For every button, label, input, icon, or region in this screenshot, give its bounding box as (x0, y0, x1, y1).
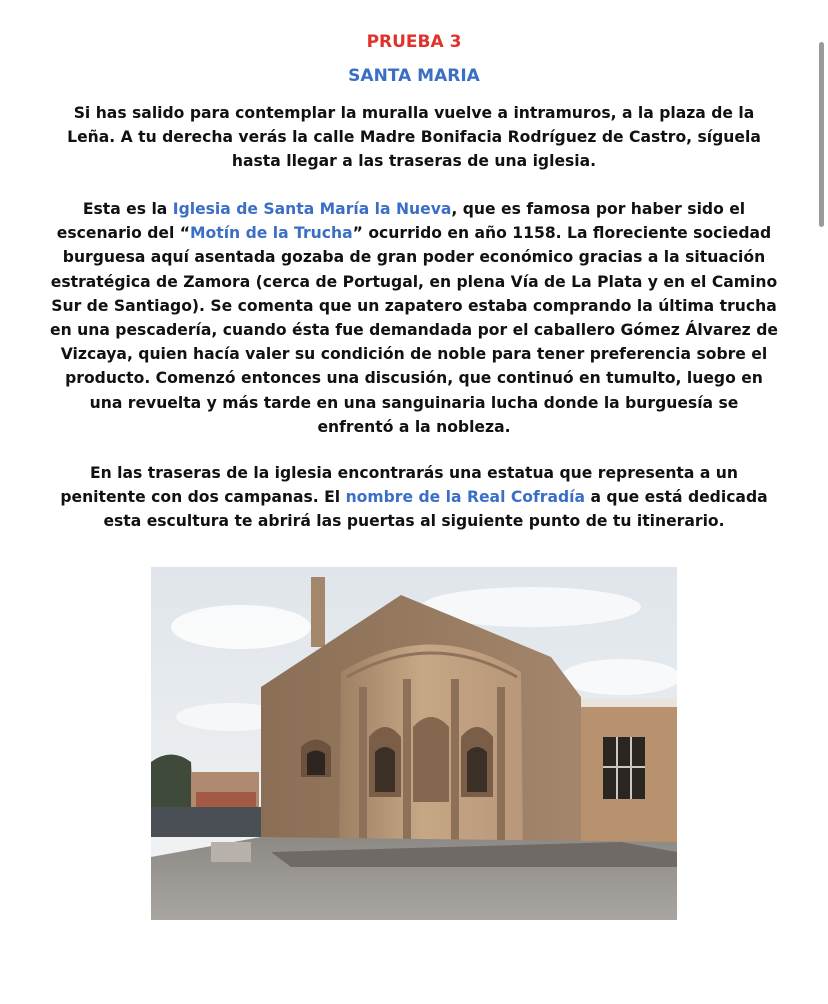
history-paragraph (50, 197, 778, 439)
challenge-title: PRUEBA 3 (366, 32, 462, 52)
directions-paragraph: Si has salido para contemplar la muralla vuelve a intramuros, a la plaza de la Leña. A tu derecha verás la calle Madre Bonifacia Rodríguez de Castro, síguela hasta llegar a las traseras de una iglesia. (67, 104, 761, 171)
photo-tree (151, 755, 193, 808)
history-text-3: ” ocurrido en año 1158. La floreciente sociedad burguesa aquí asentada gozaba de gran poder económico gracias a la situación estratégica de Zamora (cerca de Portugal, en plena Vía de La Plata y en el Camino Sur de Santiago). Se comenta que un zapatero estaba comprando la última trucha en una pescadería, cuando ésta fue demandada por el caballero Gómez Álvarez de Vizcaya, quien hacía valer su condición de noble para tener preferencia sobre el producto. Comenzó entonces una discusión, que continuó en tumulto, luego en una revuelta y más tarde en una sanguinaria lucha donde la burguesía se enfrentó a la nobleza. (50, 224, 778, 436)
history-text-1: Esta es la (82, 200, 173, 218)
photo-bell-tower (311, 577, 325, 647)
clue-text-1: En las traseras de la iglesia encontrarás una estatua que representa a un penitente con dos campanas. El (60, 464, 738, 507)
motin-highlight: Motín de la Trucha (190, 224, 353, 243)
place-title: SANTA MARIA (348, 66, 480, 86)
church-name-highlight: Iglesia de Santa María la Nueva (172, 200, 452, 218)
history-text-2: , que es famosa por haber sido el escenario del “ (56, 200, 746, 243)
cofradia-highlight: nombre de la Real Cofradía (345, 488, 586, 507)
church-photo (151, 567, 677, 920)
clue-paragraph (50, 461, 778, 534)
clue-text-2: a que está dedicada esta escultura te abrirá las puertas al siguiente punto de tu itinerario. (103, 488, 768, 531)
